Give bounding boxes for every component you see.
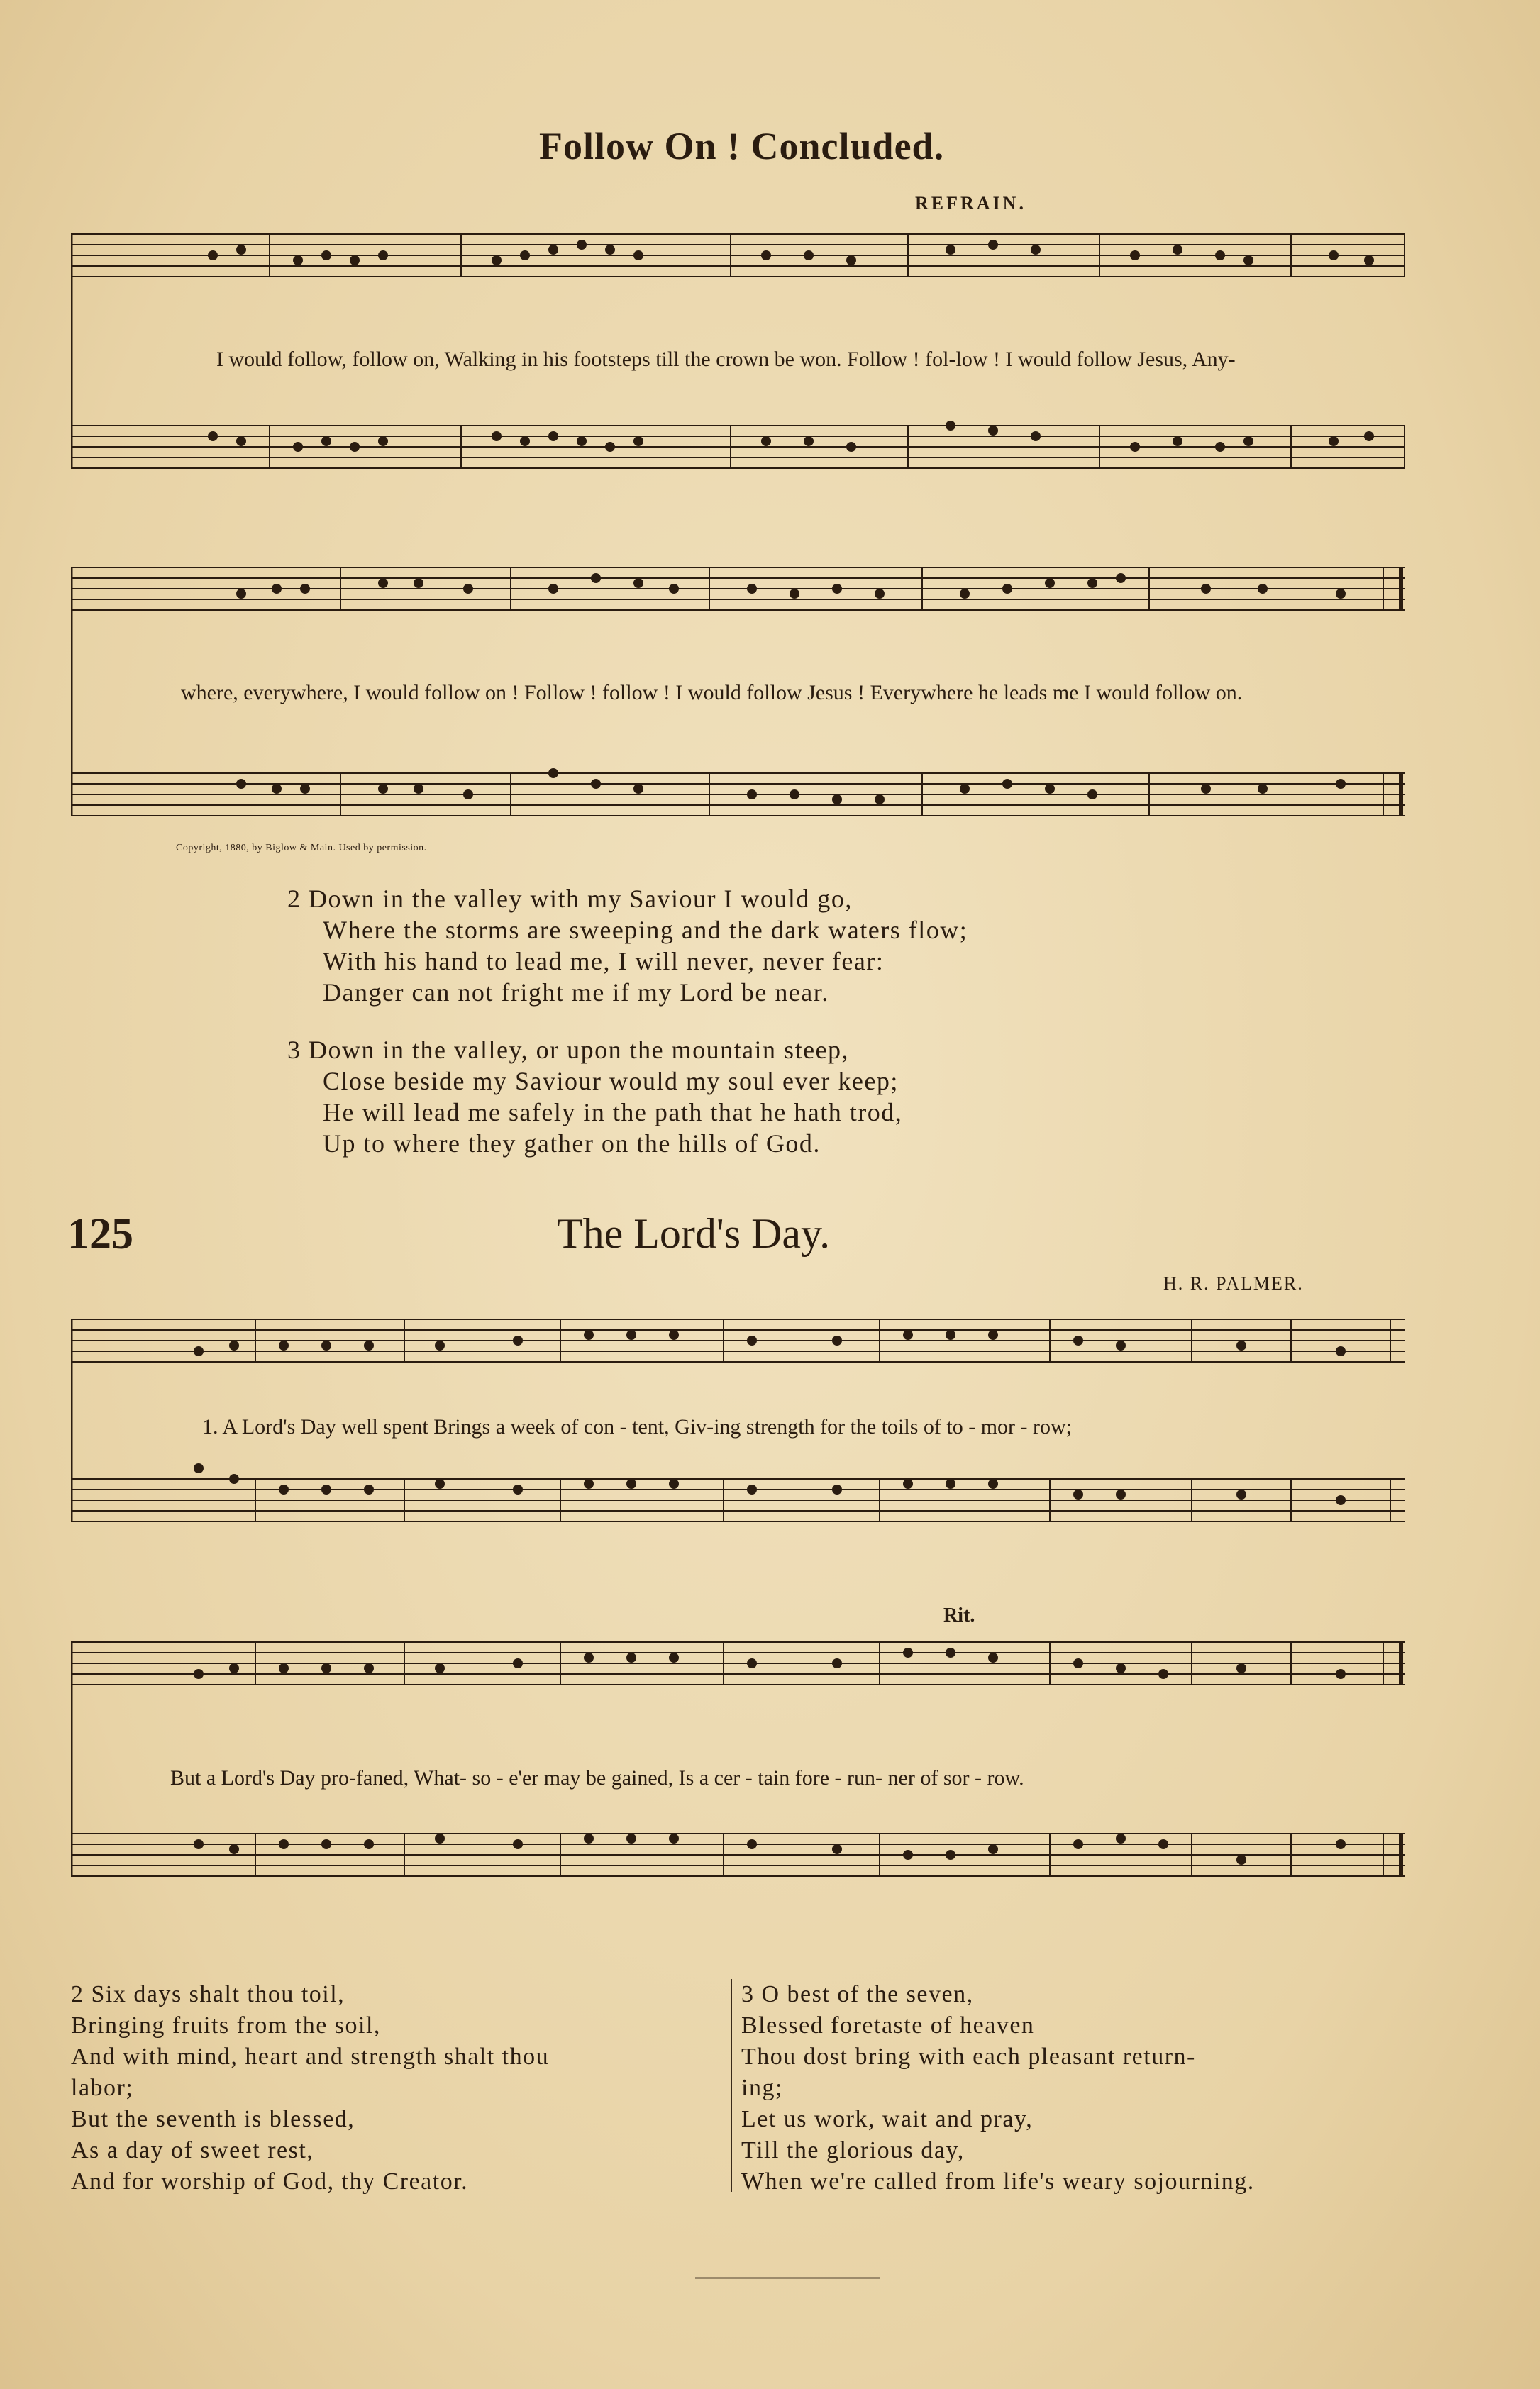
page-title: Follow On ! Concluded. xyxy=(539,125,945,167)
music-system-4 xyxy=(71,1610,1405,1929)
verse-3 xyxy=(287,1034,902,1159)
hymn125-verse-2-line-3: And with mind, heart and strength shalt thou xyxy=(71,2044,550,2070)
verse-3-line-4: Up to where they gather on the hills of God. xyxy=(323,1129,821,1158)
hymn125-verse-3 xyxy=(741,1979,1255,2197)
hymn-number: 125 xyxy=(67,1210,133,1258)
verse-3-line-3: He will lead me safely in the path that he hath trod, xyxy=(323,1098,903,1126)
tempo-marking: Rit. xyxy=(943,1604,975,1626)
staff-notation-3 xyxy=(71,1298,1405,1582)
hymn125-verse-2-line-5: But the seventh is blessed, xyxy=(71,2106,355,2132)
hymn125-verse-3-line-6: Till the glorious day, xyxy=(741,2137,965,2163)
hymn125-verse-2-line-6: As a day of sweet rest, xyxy=(71,2137,314,2163)
hymn125-verse-3-line-2: Blessed foretaste of heaven xyxy=(741,2012,1035,2039)
verse-2-line-3: With his hand to lead me, I will never, never fear: xyxy=(323,947,885,975)
verse-2-line-4: Danger can not fright me if my Lord be near. xyxy=(323,978,829,1007)
lyric-line-1: I would follow, follow on, Walking in his footsteps till the crown be won. Follow ! fol-low ! I would follow Jesus, Any- xyxy=(216,348,1236,371)
hymn125-verse-2-line-1: 2 Six days shalt thou toil, xyxy=(71,1981,345,2007)
lyric-line-3: 1. A Lord's Day well spent Brings a week of con - tent, Giv-ing strength for the toils of to - mor - row; xyxy=(202,1415,1073,1439)
hymn125-verse-2-line-4: labor; xyxy=(71,2075,134,2101)
verse-3-line-1: 3 Down in the valley, or upon the mountain steep, xyxy=(287,1036,850,1064)
lyric-line-2: where, everywhere, I would follow on ! Follow ! follow ! I would follow Jesus ! Everywhere he leads me I would follow on. xyxy=(181,681,1243,704)
lyric-line-4: But a Lord's Day pro-faned, What- so - e'er may be gained, Is a cer - tain fore - run- ner of sor - row. xyxy=(170,1766,1024,1790)
refrain-label: REFRAIN. xyxy=(915,193,1026,214)
copyright-notice: Copyright, 1880, by Biglow & Main. Used by permission. xyxy=(176,843,427,853)
hymn125-verse-2-line-2: Bringing fruits from the soil, xyxy=(71,2012,381,2039)
verse-2-line-2: Where the storms are sweeping and the dark waters flow; xyxy=(323,916,968,944)
hymn125-verse-3-line-3: Thou dost bring with each pleasant return- xyxy=(741,2044,1196,2070)
hymn125-verse-3-line-7: When we're called from life's weary sojourning. xyxy=(741,2168,1255,2195)
hymn125-verse-3-line-5: Let us work, wait and pray, xyxy=(741,2106,1034,2132)
verse-3-line-2: Close beside my Saviour would my soul ever keep; xyxy=(323,1067,899,1095)
hymn125-verse-3-line-1: 3 O best of the seven, xyxy=(741,1981,974,2007)
hymn125-verse-3-line-4: ing; xyxy=(741,2075,783,2101)
verse-2-line-1: 2 Down in the valley with my Saviour I would go, xyxy=(287,885,853,913)
music-system-1 xyxy=(71,213,1405,525)
hymn125-verse-2-line-7: And for worship of God, thy Creator. xyxy=(71,2168,469,2195)
column-divider xyxy=(731,1979,732,2192)
music-system-2 xyxy=(71,546,1405,858)
hymn125-verse-2 xyxy=(71,1979,549,2197)
verse-2 xyxy=(287,883,968,1008)
music-system-3 xyxy=(71,1298,1405,1582)
bottom-ornament xyxy=(695,2277,880,2279)
hymn-title: The Lord's Day. xyxy=(557,1210,831,1257)
composer: H. R. PALMER. xyxy=(1163,1273,1304,1294)
